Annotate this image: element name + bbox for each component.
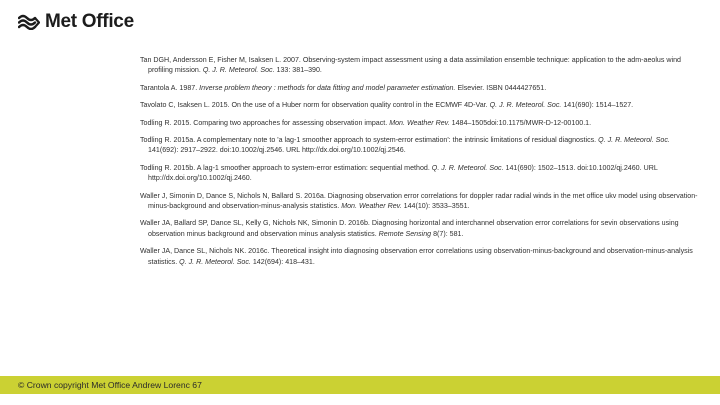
reference-text: 141(692): 2917–2922. doi:10.1002/qj.2546. URL http://dx.doi.org/10.1002/qj.2546. — [148, 146, 406, 155]
reference-item — [140, 246, 700, 267]
reference-journal: Q. J. R. Meteorol. Soc. — [598, 136, 670, 145]
reference-journal: Remote Sensing — [378, 229, 432, 238]
reference-text: Tavolato C, Isaksen L. 2015. On the use of a Huber norm for observation quality control in the ECMWF 4D-Var. — [140, 101, 490, 110]
reference-item — [140, 218, 700, 239]
reference-text: 141(690): 1514–1527. — [561, 101, 634, 110]
reference-item — [140, 118, 700, 128]
reference-text: Todling R. 2015b. A lag-1 smoother approach to system-error estimation: sequential method. — [140, 163, 432, 172]
reference-item — [140, 163, 700, 184]
reference-text: Waller JA, Ballard SP, Dance SL, Kelly G, Nichols NK, Simonin D. 2016b. Diagnosing horizontal and interchannel observation error correlations for sevin observations using observation minus background and observation minus analysis statistics. — [140, 219, 679, 238]
reference-text: Tarantola A. 1987. — [140, 83, 200, 92]
reference-item — [140, 135, 700, 156]
reference-item — [140, 191, 700, 212]
reference-journal: Q. J. R. Meteorol. Soc. — [431, 163, 504, 172]
reference-text: 133: 381–390. — [274, 66, 322, 75]
met-office-wave-icon — [18, 14, 40, 30]
reference-text: Waller J, Simonin D, Dance S, Nichols N, Ballard S. 2016a. Diagnosing observation error correlations for doppler radar radial winds in the met office ukv model using observation-minus-background and observation-minus-analysis statistics. — [140, 191, 698, 211]
reference-list — [140, 55, 700, 274]
reference-journal: Q. J. R. Meteorol. Soc. — [179, 257, 251, 266]
reference-text: Todling R. 2015. Comparing two approaches for assessing observation impact. — [140, 118, 390, 127]
met-office-logo — [18, 12, 134, 32]
footer-copyright: © Crown copyright Met Office Andrew Lorenc 67 — [18, 380, 202, 390]
reference-text: 141(690): 1502–1513. doi:10.1002/qj.2460. URL http://dx.doi.org/10.1002/qj.2460. — [148, 163, 658, 183]
reference-text: Elsevier. ISBN 0444427651. — [455, 83, 547, 92]
reference-text: 142(694): 418–431. — [250, 257, 315, 266]
reference-text: Tan DGH, Andersson E, Fisher M, Isaksen L. 2007. Observing-system impact assessment using a data assimilation ensemble technique: application to the adm-aeolus wind profiling mission. — [140, 56, 681, 75]
footer-band — [0, 376, 720, 394]
reference-text: 8(7): 581. — [431, 229, 464, 238]
reference-text: Todling R. 2015a. A complementary note to 'a lag-1 smoother approach to system-error estimation': the intrinsic limitations of residual diagnostics. — [140, 136, 599, 145]
reference-journal: Mon. Weather Rev. — [389, 118, 450, 127]
reference-item — [140, 100, 700, 110]
reference-item — [140, 83, 700, 93]
reference-item — [140, 55, 700, 76]
reference-journal: Inverse problem theory : methods for data fitting and model parameter estimation. — [199, 83, 456, 92]
logo-text: Met Office — [45, 11, 134, 32]
reference-journal: Q. J. R. Meteorol. Soc. — [489, 101, 562, 110]
reference-journal: Mon. Weather Rev. — [341, 202, 402, 211]
reference-text: 144(10): 3533–3551. — [401, 202, 470, 211]
reference-journal: Q. J. R. Meteorol. Soc. — [202, 66, 275, 75]
reference-text: Waller JA, Dance SL, Nichols NK. 2016c. Theoretical insight into diagnosing observation error correlations using observation-minus-background and observation-minus-analysis statistics. — [140, 247, 693, 266]
reference-text: 1484–1505doi:10.1175/MWR-D-12-00100.1. — [449, 118, 592, 127]
